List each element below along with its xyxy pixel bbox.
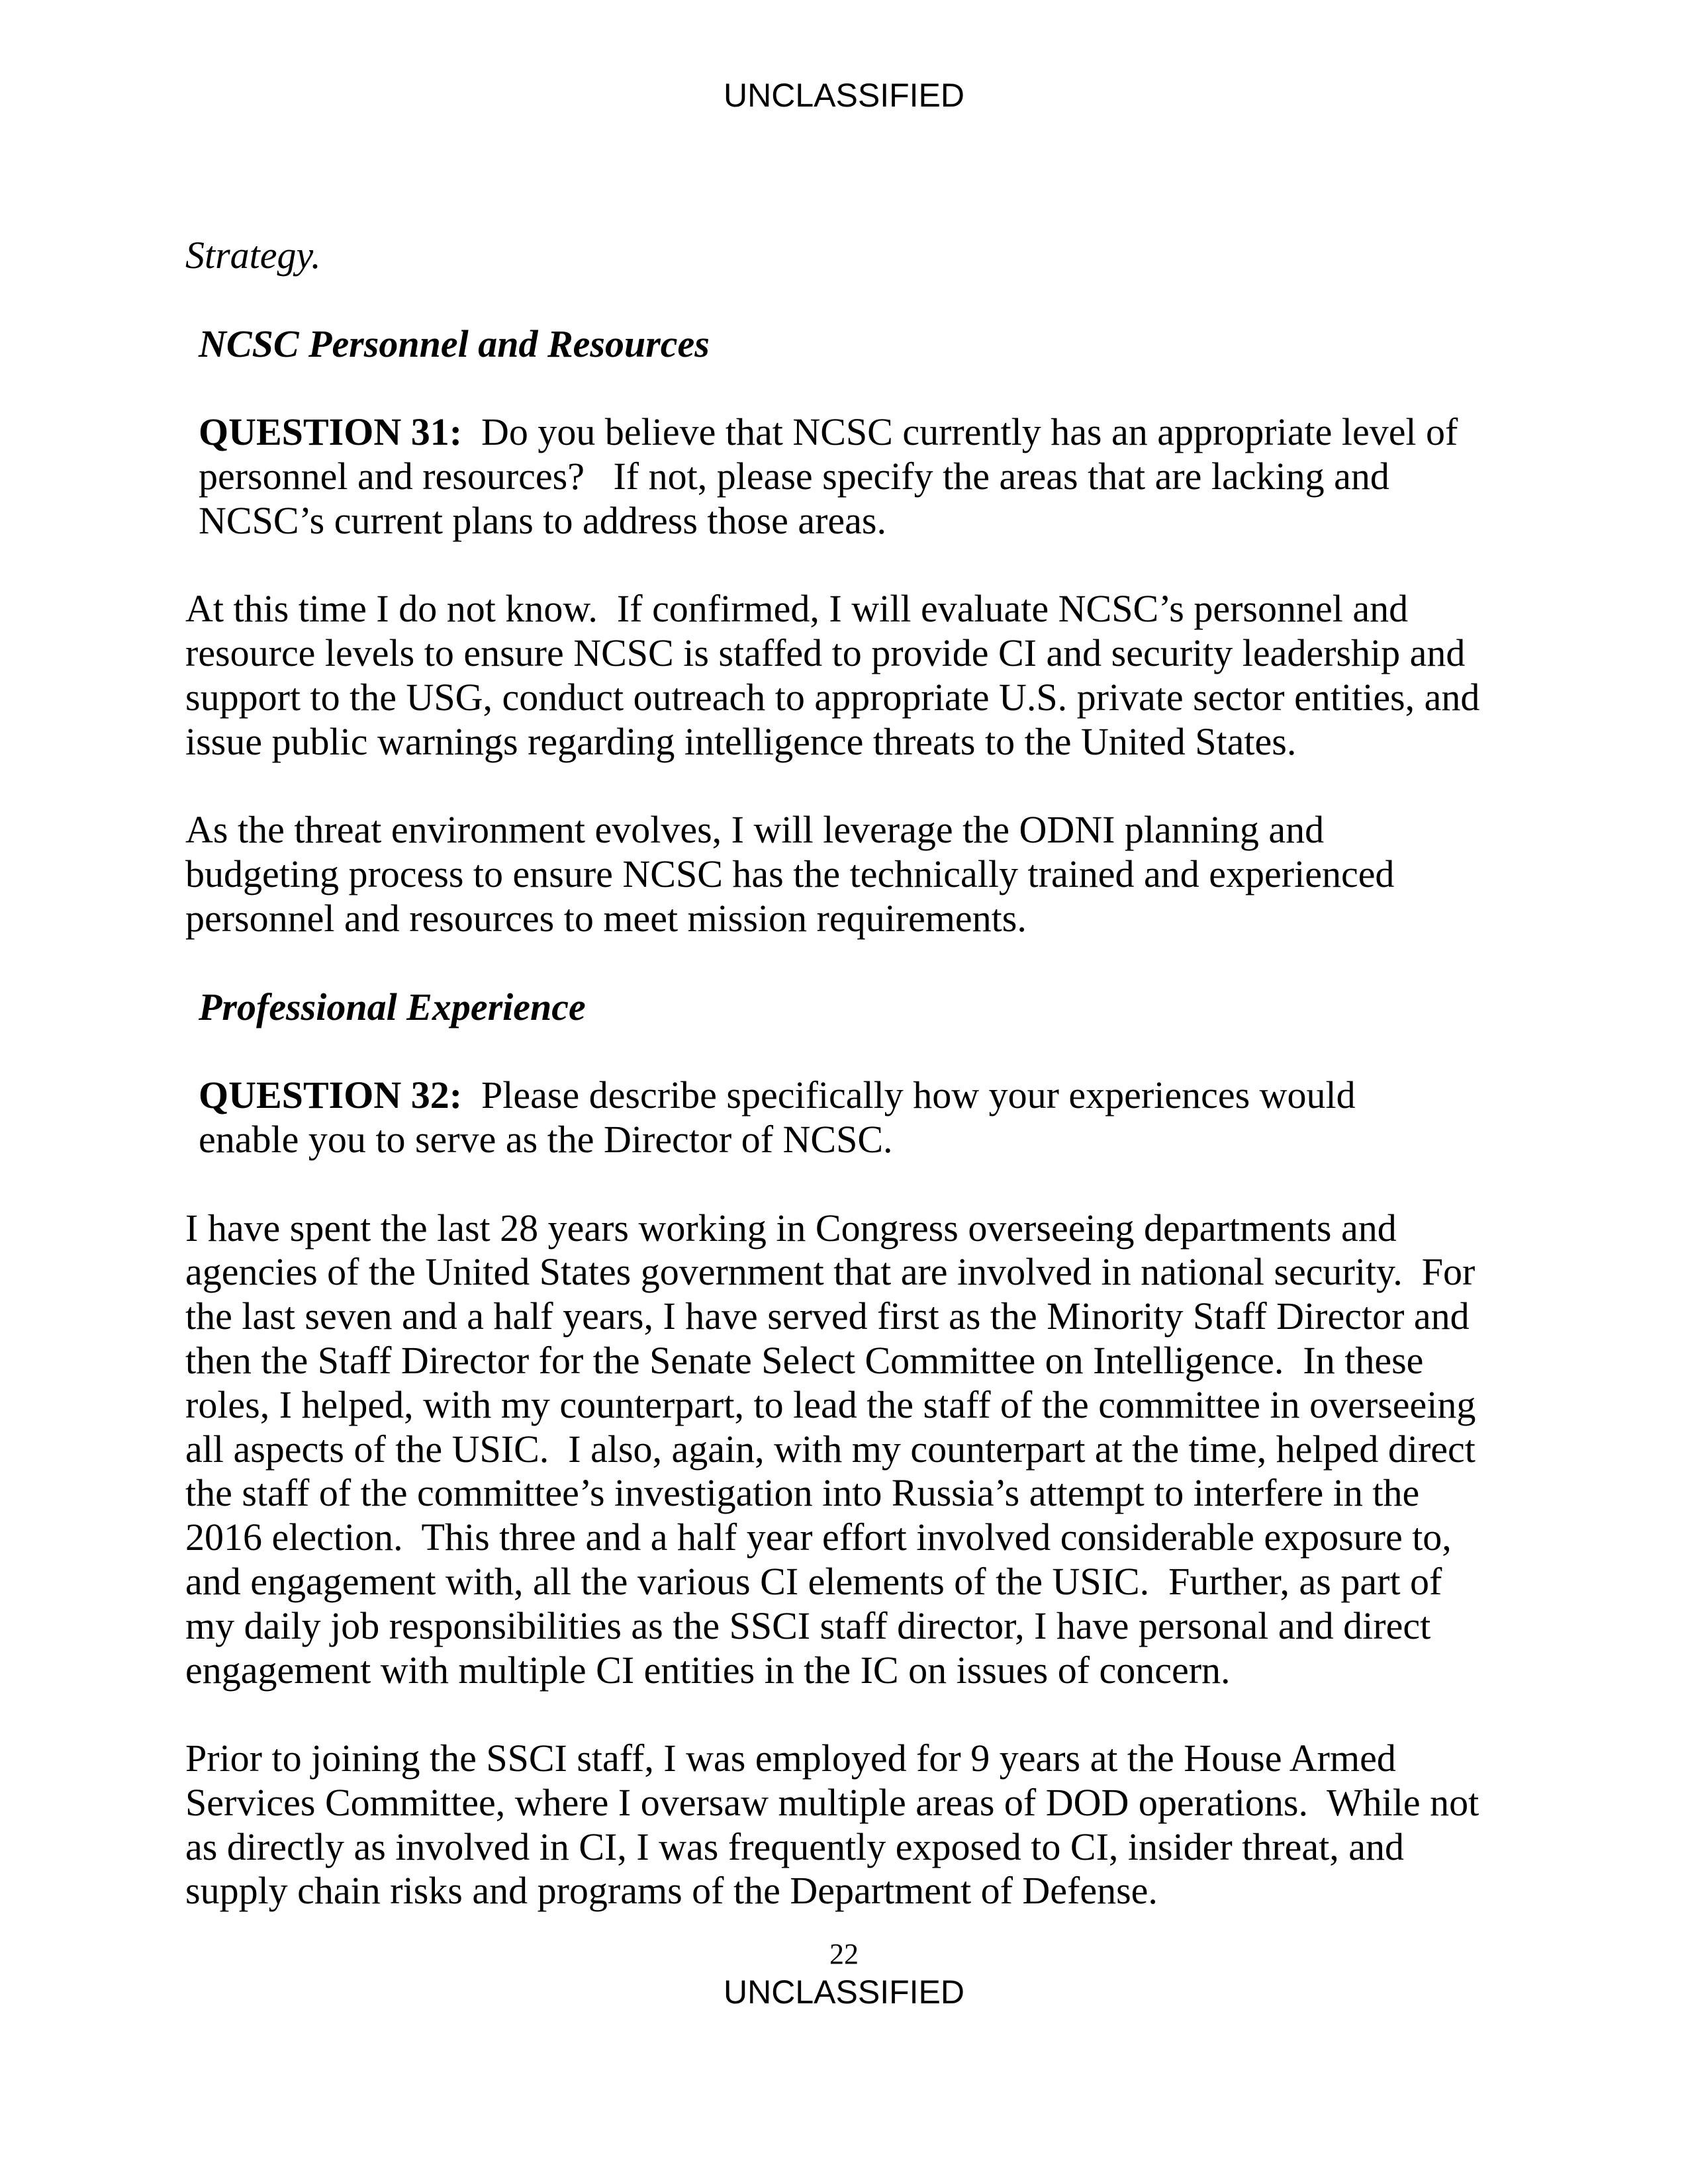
answer-32-paragraph-1 [185,1206,1509,1693]
paragraph-line: the last seven and a half years, I have served first as the Minority Staff Director and [185,1295,1470,1338]
paragraph-gap [185,1029,1509,1073]
question-text: Do you believe that NCSC currently has an appropriate level of [481,410,1458,454]
continuation-fragment: Strategy. [185,234,321,277]
question-line: enable you to serve as the Director of NCSC. [199,1117,893,1161]
paragraph-line: supply chain risks and programs of the Department of Defense. [185,1869,1158,1913]
question-text: Please describe specifically how your experiences would [481,1073,1356,1117]
classification-header: UNCLASSIFIED [724,77,964,114]
paragraph-line: support to the USG, conduct outreach to appropriate U.S. private sector entities, and [185,675,1480,719]
paragraph-line: As the threat environment evolves, I will leverage the ODNI planning and [185,808,1325,852]
paragraph-gap [185,366,1509,410]
paragraph-line: Services Committee, where I oversaw multiple areas of DOD operations. While not [185,1780,1479,1824]
answer-31-paragraph-1 [185,587,1509,764]
paragraph-line: my daily job responsibilities as the SSCI staff director, I have personal and direct [185,1604,1431,1647]
paragraph-gap [185,764,1509,809]
paragraph-line: as directly as involved in CI, I was frequently exposed to CI, insider threat, and [185,1825,1405,1868]
paragraph-line: I have spent the last 28 years working in Congress overseeing departments and [185,1206,1397,1250]
paragraph-line: all aspects of the USIC. I also, again, with my counterpart at the time, helped direct [185,1427,1476,1471]
question-line: personnel and resources? If not, please specify the areas that are lacking and [199,454,1389,498]
paragraph-line: engagement with multiple CI entities in the IC on issues of concern. [185,1648,1231,1692]
question-line [199,1073,1509,1118]
document-body [185,234,1509,1913]
section-heading-professional-experience: Professional Experience [199,985,586,1028]
paragraph-line: Prior to joining the SSCI staff, I was employed for 9 years at the House Armed [185,1737,1396,1780]
page-number: 22 [829,1938,859,1970]
paragraph-line: budgeting process to ensure NCSC has the technically trained and experienced [185,852,1395,896]
paragraph-line: agencies of the United States government that are involved in national security. For [185,1250,1476,1294]
paragraph-gap [185,941,1509,985]
paragraph-gap [185,278,1509,322]
classification-footer: UNCLASSIFIED [724,1974,964,2011]
question-32 [185,1073,1509,1162]
paragraph-line: issue public warnings regarding intelligence threats to the United States. [185,719,1297,763]
answer-32-paragraph-2 [185,1737,1509,1913]
paragraph-line: then the Staff Director for the Senate Select Committee on Intelligence. In these [185,1338,1424,1382]
paragraph-gap [185,1692,1509,1737]
paragraph-line: the staff of the committee’s investigation into Russia’s attempt to interfere in the [185,1471,1420,1515]
paragraph-line: personnel and resources to meet mission requirements. [185,896,1027,940]
question-label: QUESTION 31: [199,410,463,454]
question-31 [185,410,1509,543]
paragraph-gap [185,1162,1509,1206]
question-label: QUESTION 32: [199,1073,463,1117]
paragraph-gap [185,543,1509,588]
answer-31-paragraph-2 [185,808,1509,940]
question-line: NCSC’s current plans to address those areas. [199,498,886,542]
paragraph-line: and engagement with, all the various CI elements of the USIC. Further, as part of [185,1559,1442,1603]
section-heading-personnel: NCSC Personnel and Resources [199,322,710,365]
paragraph-line: At this time I do not know. If confirmed, I will evaluate NCSC’s personnel and [185,587,1409,631]
paragraph-line: roles, I helped, with my counterpart, to lead the staff of the committee in overseeing [185,1383,1476,1426]
paragraph-line: 2016 election. This three and a half year effort involved considerable exposure to, [185,1516,1452,1559]
question-line [199,410,1509,455]
paragraph-line: resource levels to ensure NCSC is staffed to provide CI and security leadership and [185,631,1466,675]
